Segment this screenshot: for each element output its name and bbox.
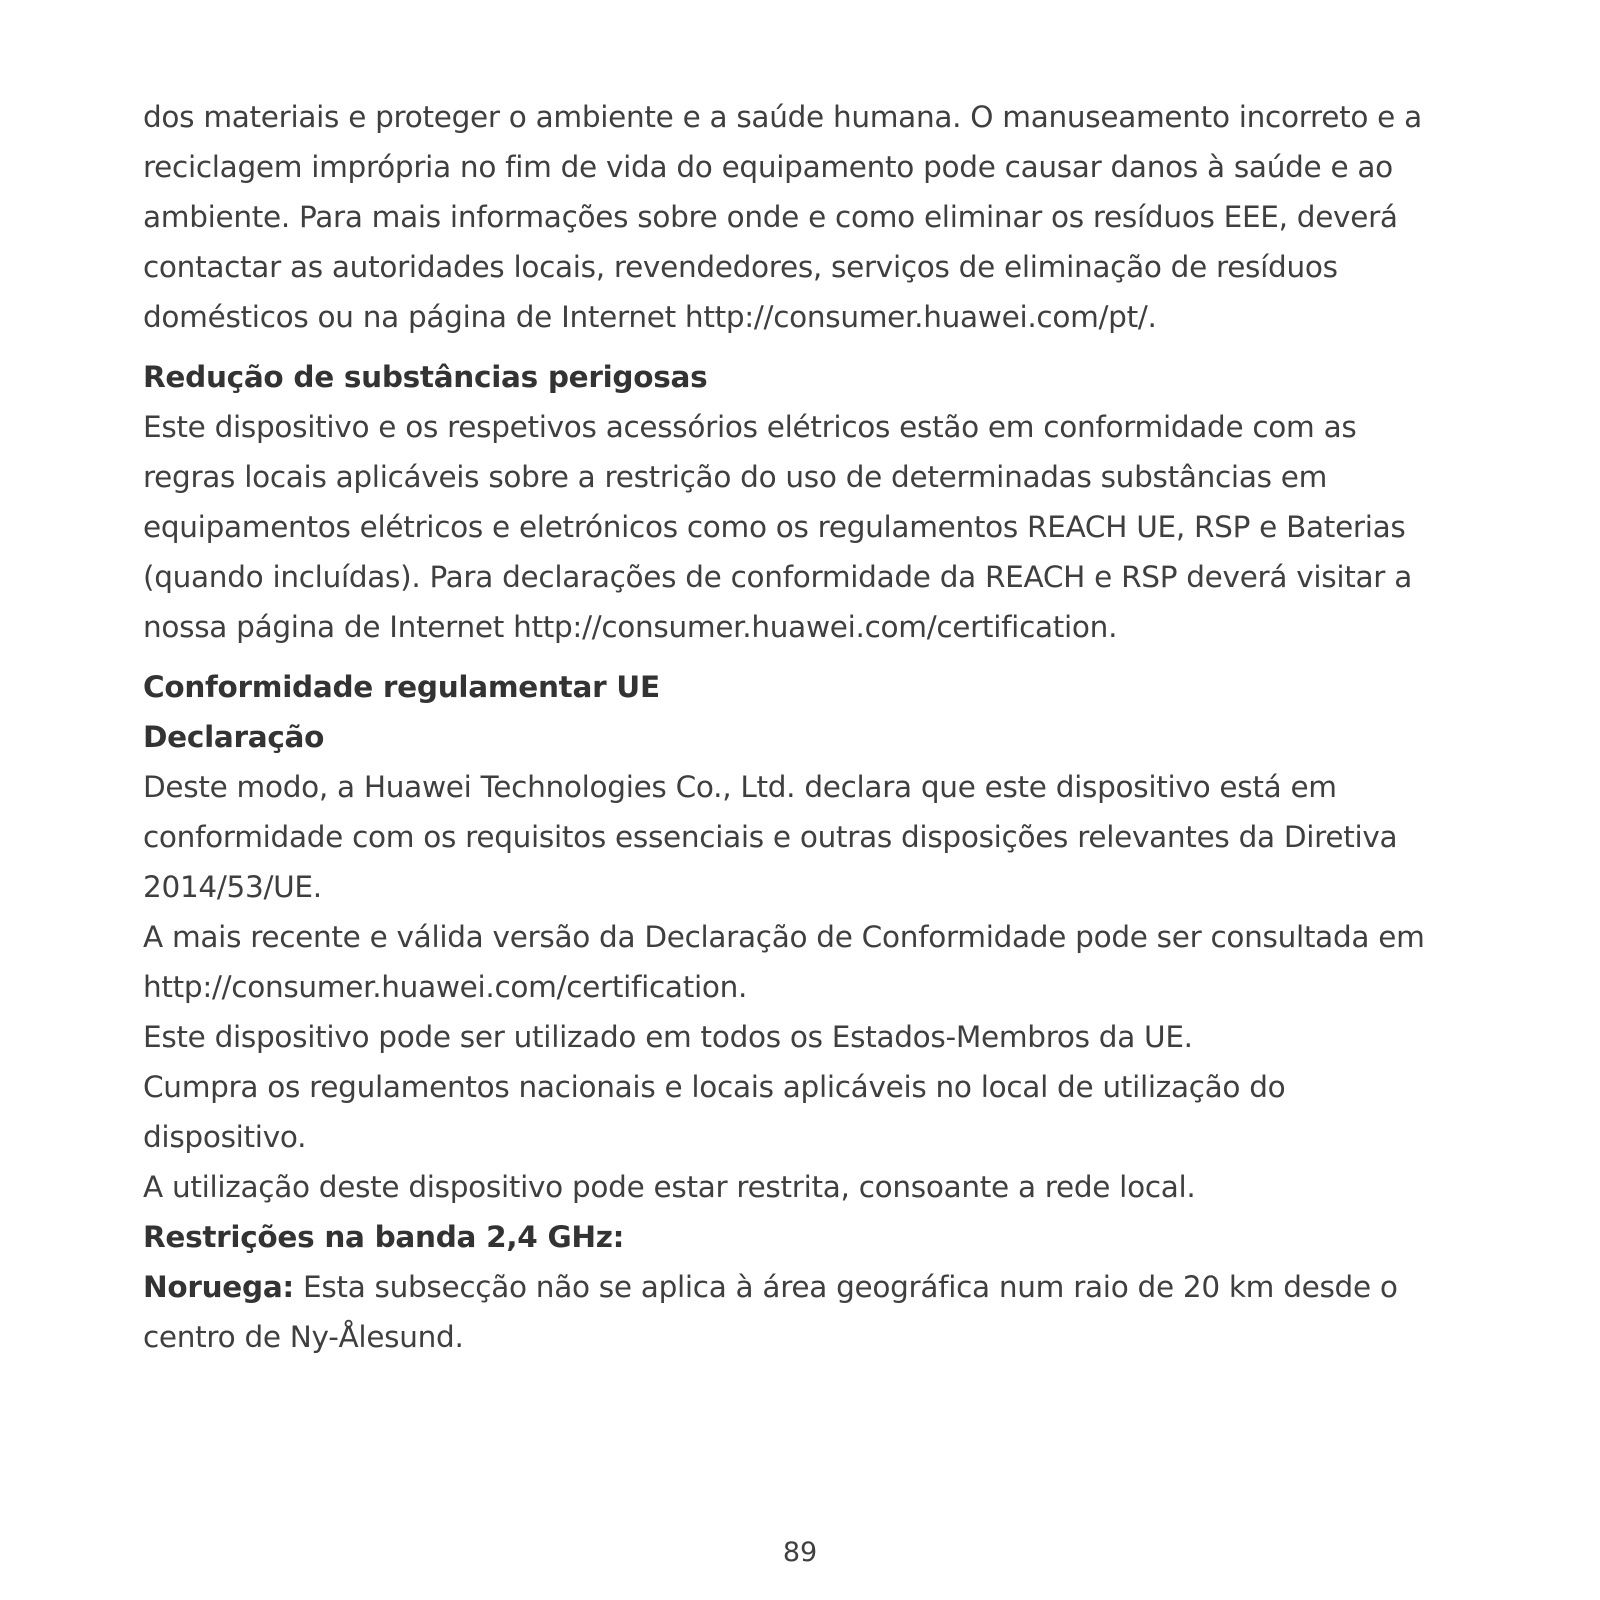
text-line: Este dispositivo e os respetivos acessórios elétricos estão em conformidade com as bbox=[143, 410, 1357, 444]
text-line: dos materiais e proteger o ambiente e a saúde humana. O manuseamento incorreto e a bbox=[143, 100, 1422, 134]
spacer bbox=[143, 652, 1473, 662]
page-number: 89 bbox=[782, 1537, 818, 1568]
text-line: A mais recente e válida versão da Declaração de Conformidade pode ser consultada em bbox=[143, 920, 1425, 954]
text-line: equipamentos elétricos e eletrónicos como os regulamentos REACH UE, RSP e Baterias bbox=[143, 510, 1406, 544]
paragraph-usage-restriction: A utilização deste dispositivo pode estar restrita, consoante a rede local. bbox=[143, 1170, 1196, 1204]
norway-text: Esta subsecção não se aplica à área geográfica num raio de 20 km desde o bbox=[293, 1270, 1398, 1304]
text-line: reciclagem imprópria no fim de vida do equipamento pode causar danos à saúde e ao bbox=[143, 150, 1393, 184]
text-line: regras locais aplicáveis sobre a restrição do uso de determinadas substâncias em bbox=[143, 460, 1328, 494]
text-line: 2014/53/UE. bbox=[143, 870, 322, 904]
text-line: nossa página de Internet http://consumer.huawei.com/certification. bbox=[143, 610, 1118, 644]
text-line: contactar as autoridades locais, revendedores, serviços de eliminação de resíduos bbox=[143, 250, 1338, 284]
text-line: centro de Ny-Ålesund. bbox=[143, 1320, 464, 1354]
section-heading-band-restrictions: Restrições na banda 2,4 GHz: bbox=[143, 1220, 625, 1254]
spacer bbox=[143, 342, 1473, 352]
text-line: domésticos ou na página de Internet http://consumer.huawei.com/pt/. bbox=[143, 300, 1157, 334]
text-line: ambiente. Para mais informações sobre onde e como eliminar os resíduos EEE, deverá bbox=[143, 200, 1398, 234]
paragraph-regulations bbox=[143, 1062, 1473, 1162]
text-line: dispositivo. bbox=[143, 1120, 307, 1154]
section-heading-eu-compliance: Conformidade regulamentar UE bbox=[143, 670, 660, 704]
norway-label: Noruega: bbox=[143, 1270, 294, 1304]
text-line: Deste modo, a Huawei Technologies Co., Ltd. declara que este dispositivo está em bbox=[143, 770, 1337, 804]
text-line bbox=[143, 1262, 1473, 1312]
paragraph-norway bbox=[143, 1262, 1473, 1362]
paragraph-declaration bbox=[143, 762, 1473, 912]
text-line: (quando incluídas). Para declarações de conformidade da REACH e RSP deverá visitar a bbox=[143, 560, 1412, 594]
text-line: Cumpra os regulamentos nacionais e locais aplicáveis no local de utilização do bbox=[143, 1070, 1286, 1104]
paragraph-weee bbox=[143, 92, 1473, 342]
section-heading-hazardous-substances: Redução de substâncias perigosas bbox=[143, 360, 708, 394]
paragraph-member-states: Este dispositivo pode ser utilizado em todos os Estados-Membros da UE. bbox=[143, 1020, 1193, 1054]
text-line: conformidade com os requisitos essenciais e outras disposições relevantes da Diretiva bbox=[143, 820, 1398, 854]
text-line: http://consumer.huawei.com/certification. bbox=[143, 970, 748, 1004]
subsection-heading-declaration: Declaração bbox=[143, 720, 325, 754]
document-page bbox=[143, 92, 1473, 1362]
paragraph-rohs bbox=[143, 402, 1473, 652]
paragraph-latest-version bbox=[143, 912, 1473, 1012]
